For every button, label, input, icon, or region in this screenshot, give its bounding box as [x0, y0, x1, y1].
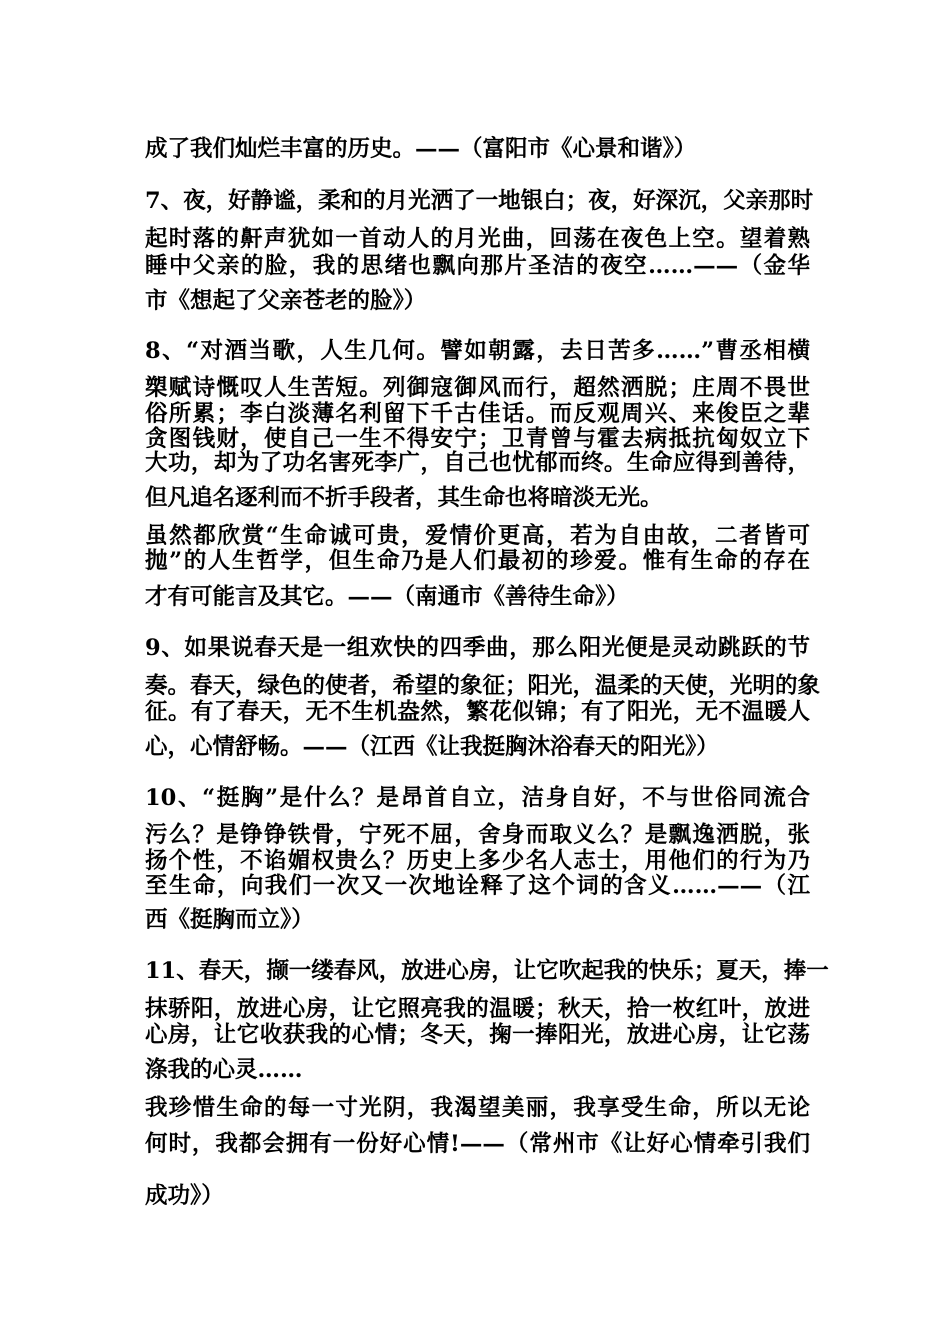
- text-line: 扬个性，不谄媚权贵么？历史上多少名人志士，用他们的行为乃: [145, 848, 810, 874]
- text-line: 贪图钱财，使自己一生不得安宁；卫青曾与霍去病抵抗匈奴立下: [145, 426, 810, 452]
- text-line: 8、“对酒当歌，人生几何。譬如朝露，去日苦多……”曹丞相横: [145, 338, 810, 364]
- text-line: 市《想起了父亲苍老的脸》）: [145, 288, 427, 314]
- text-line: 11、春天，撷一缕春风，放进心房，让它吹起我的快乐；夏天，捧一: [145, 958, 829, 984]
- text-line: 涤我的心灵……: [145, 1057, 303, 1083]
- text-line: 起时落的鼾声犹如一首动人的月光曲，回荡在夜色上空。望着熟: [145, 226, 810, 252]
- text-line: 俗所累；李白淡薄名利留下千古佳话。而反观周兴、来俊臣之辈: [145, 401, 810, 427]
- text-line: 抛”的人生哲学，但生命乃是人们最初的珍爱。惟有生命的存在: [145, 548, 810, 574]
- text-line: 9、如果说春天是一组欢快的四季曲，那么阳光便是灵动跳跃的节: [145, 635, 810, 661]
- text-line: 抹骄阳，放进心房，让它照亮我的温暖；秋天，拾一枚红叶，放进: [145, 996, 810, 1022]
- text-line: 槊赋诗慨叹人生苦短。列御寇御风而行，超然洒脱；庄周不畏世: [145, 375, 810, 401]
- text-line: 心，心情舒畅。——（江西《让我挺胸沐浴春天的阳光》）: [145, 734, 719, 760]
- text-line: 污么？是铮铮铁骨，宁死不屈，舍身而取义么？是飘逸洒脱，张: [145, 822, 810, 848]
- text-line: 但凡追名逐利而不折手段者，其生命也将暗淡无光。: [145, 485, 663, 511]
- text-line: 何时，我都会拥有一份好心情!——（常州市《让好心情牵引我们: [145, 1131, 810, 1157]
- text-line: 我珍惜生命的每一寸光阴，我渴望美丽，我享受生命，所以无论: [145, 1095, 810, 1121]
- text-line: 10、“挺胸”是什么？是昂首自立，洁身自好，不与世俗同流合: [145, 785, 810, 811]
- text-line: 成了我们灿烂丰富的历史。——（富阳市《心景和谐》）: [145, 136, 697, 162]
- text-line: 奏。春天，绿色的使者，希望的象征；阳光，温柔的天使，光明的象: [145, 673, 821, 699]
- text-line: 至生命，向我们一次又一次地诠释了这个词的含义……——（江: [145, 873, 810, 899]
- text-line: 才有可能言及其它。——（南通市《善待生命》）: [145, 584, 629, 610]
- text-line: 睡中父亲的脸，我的思绪也飘向那片圣洁的夜空……——（金华: [145, 253, 810, 279]
- text-line: 虽然都欣赏“生命诚可贵，爱情价更高，若为自由故，二者皆可: [145, 523, 810, 549]
- text-line: 大功，却为了功名害死李广，自己也忧郁而终。生命应得到善待，: [145, 450, 810, 476]
- text-line: 西《挺胸而立》）: [145, 907, 314, 933]
- text-line: 成功》）: [145, 1183, 224, 1209]
- text-line: 7、夜，好静谧，柔和的月光洒了一地银白；夜，好深沉，父亲那时: [145, 188, 814, 214]
- text-line: 心房，让它收获我的心情；冬天，掬一捧阳光，放进心房，让它荡: [145, 1022, 810, 1048]
- text-line: 征。有了春天，无不生机盎然，繁花似锦；有了阳光，无不温暖人: [145, 699, 810, 725]
